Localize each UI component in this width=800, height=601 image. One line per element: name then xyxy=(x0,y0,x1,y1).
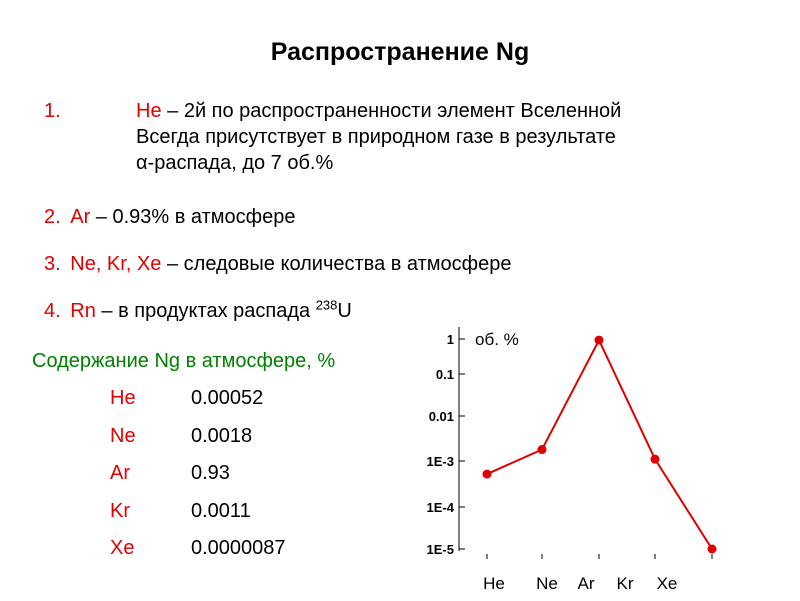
list-number: 3. xyxy=(44,253,61,275)
y-tick-label: 0.01 xyxy=(428,409,454,424)
list-number: 2. xyxy=(44,206,61,228)
data-point-he xyxy=(483,470,492,479)
data-point-ar xyxy=(595,336,604,345)
atmosphere-value-ne: 0.0018 xyxy=(191,425,253,447)
page-title: Распространение Ng xyxy=(270,38,530,66)
isotope-symbol: U xyxy=(337,300,352,322)
y-tick-label: 1E-5 xyxy=(426,542,454,557)
list-number: 4. xyxy=(44,300,61,322)
data-point-ne xyxy=(538,445,547,454)
x-tick-label-kr: Kr xyxy=(616,574,634,593)
list-item-text: – 0.93% в атмосфере xyxy=(90,206,296,228)
list-item-line: α-распада, до 7 об.% xyxy=(136,152,334,174)
list-number: 1. xyxy=(44,100,61,122)
atmosphere-value-he: 0.00052 xyxy=(191,387,264,409)
series-line xyxy=(487,340,712,549)
y-unit-label: об. % xyxy=(475,330,519,349)
x-tick-label-he: He xyxy=(483,574,505,593)
y-tick-label: 0.1 xyxy=(435,367,454,382)
y-tick-label: 1E-4 xyxy=(426,500,454,515)
atmosphere-symbol-ar: Ar xyxy=(110,462,130,484)
atmosphere-symbol-kr: Kr xyxy=(110,500,130,522)
isotope-mass: 238 xyxy=(315,297,338,313)
atmosphere-symbol-he: He xyxy=(110,387,136,409)
element-symbol: Ne, Kr, Xe xyxy=(70,253,162,275)
list-item-text: – 2й по распространенности элемент Вселенной xyxy=(161,100,622,122)
element-symbol: He xyxy=(136,100,162,122)
atmosphere-symbol-ne: Ne xyxy=(110,425,136,447)
x-tick-label-ne: Ne xyxy=(536,574,558,593)
list-item-text: – следовые количества в атмосфере xyxy=(161,253,512,275)
element-symbol: Rn xyxy=(70,300,96,322)
data-point-xe xyxy=(708,545,717,554)
atmosphere-heading: Содержание Ng в атмосфере, % xyxy=(32,350,336,372)
list-item-text: – в продуктах распада xyxy=(95,300,316,322)
atmosphere-value-xe: 0.0000087 xyxy=(191,537,286,559)
data-point-kr xyxy=(651,455,660,464)
x-tick-label-ar: Ar xyxy=(577,574,595,593)
element-symbol: Ar xyxy=(70,206,91,228)
atmosphere-value-ar: 0.93 xyxy=(191,462,230,484)
x-tick-label-xe: Xe xyxy=(656,574,678,593)
y-tick-label: 1 xyxy=(446,332,454,347)
list-item-line: Всегда присутствует в природном газе в результате xyxy=(136,126,616,148)
y-tick-label: 1E-3 xyxy=(426,454,454,469)
atmosphere-value-kr: 0.0011 xyxy=(191,500,251,522)
atmosphere-symbol-xe: Xe xyxy=(110,537,135,559)
